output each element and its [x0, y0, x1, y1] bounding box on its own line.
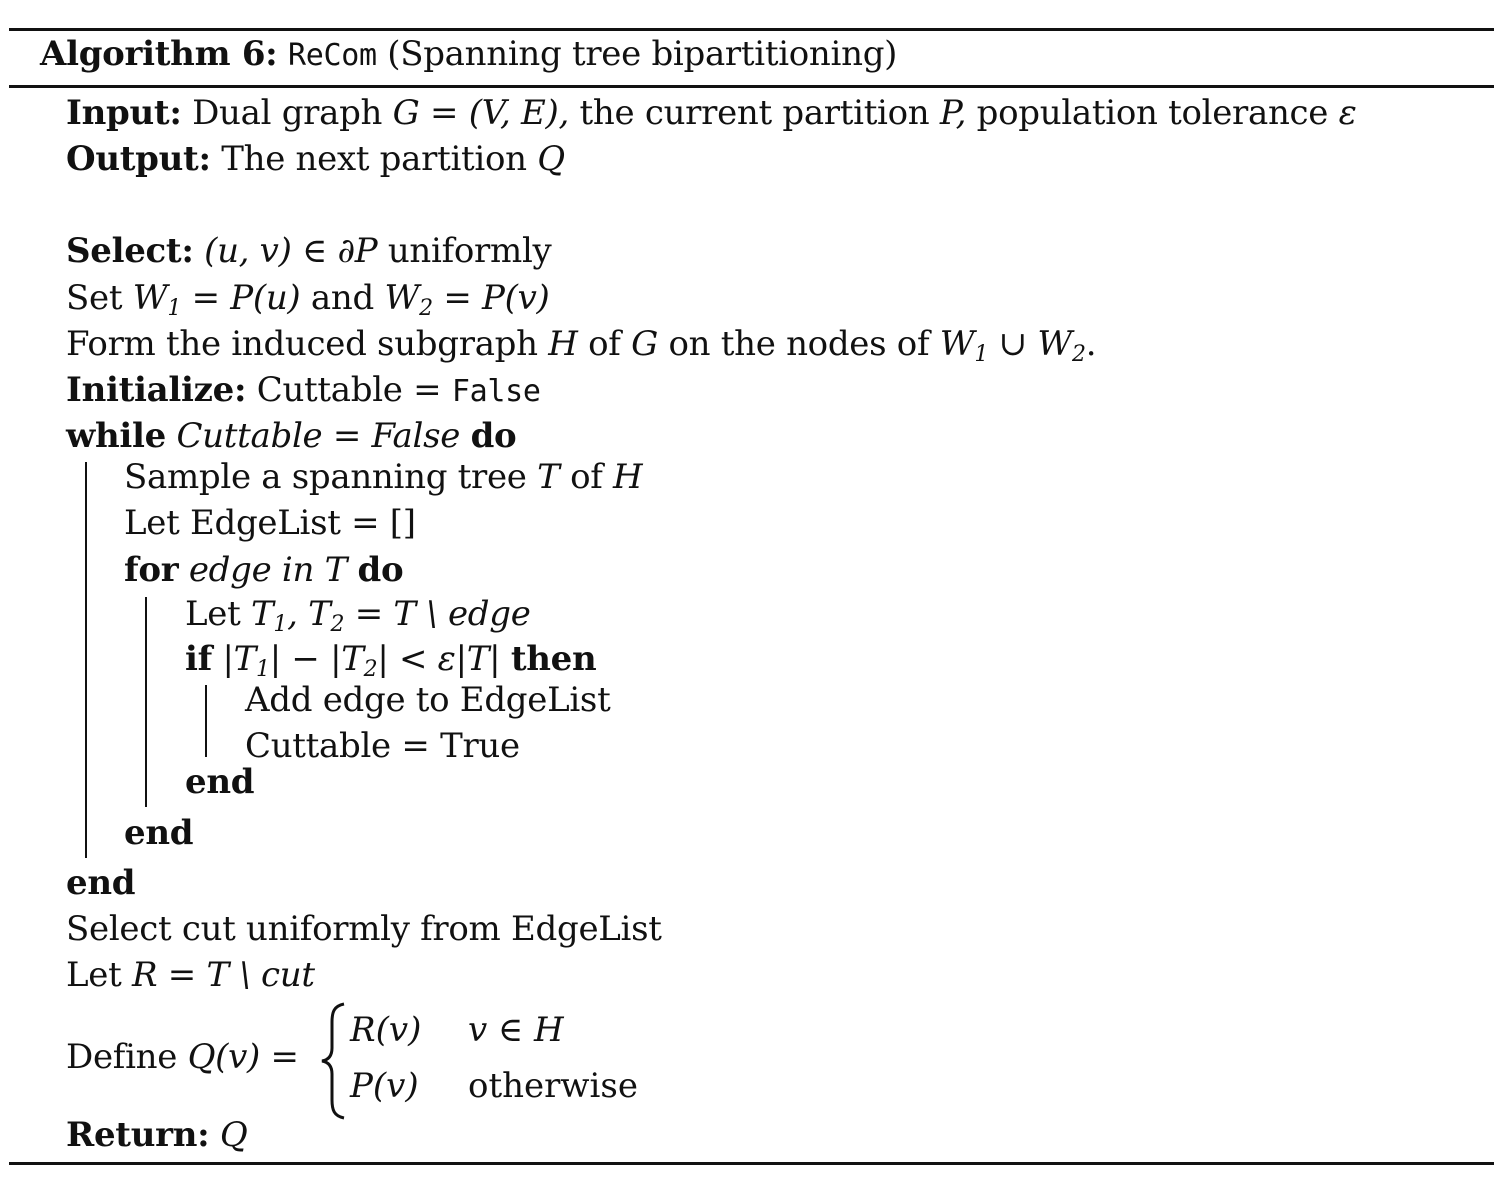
- let-edge: edge: [447, 594, 531, 634]
- top-rule: [9, 28, 1494, 31]
- set-eq-1: = P(u): [191, 278, 301, 318]
- let-r-text: Let: [66, 955, 122, 995]
- form-cup: ∪: [998, 324, 1027, 364]
- end-while: end: [66, 863, 136, 903]
- input-math-3: ε: [1338, 93, 1357, 133]
- case-1-value: R(v): [350, 1010, 422, 1050]
- algorithm-number: Algorithm 6:: [40, 34, 278, 74]
- define-line: [66, 1037, 299, 1077]
- select-line: [66, 231, 551, 271]
- let-t2: T: [308, 594, 331, 634]
- for-condition: edge in T: [188, 550, 347, 590]
- let-t-line: [185, 594, 531, 637]
- initialize-value: False: [451, 374, 541, 409]
- return-line: [66, 1115, 248, 1155]
- sample-t: T: [537, 457, 560, 497]
- if-line: [185, 639, 597, 682]
- form-h: H: [548, 324, 578, 364]
- bottom-rule: [9, 1162, 1494, 1165]
- set-w1-sub: 1: [167, 296, 182, 321]
- if-t1: |T: [222, 639, 257, 679]
- set-w2-sub: 2: [419, 296, 433, 321]
- let-comma: ,: [287, 594, 298, 634]
- form-period: .: [1085, 324, 1097, 364]
- sample-text: Sample a spanning tree: [124, 457, 527, 497]
- form-line: [66, 324, 1097, 367]
- header-rule: [9, 85, 1494, 88]
- for-keyword: for: [124, 550, 179, 590]
- sample-h: H: [613, 457, 643, 497]
- add-edge-line: Add edge to EdgeList: [245, 680, 611, 720]
- return-label: Return:: [66, 1115, 210, 1155]
- case-1-condition: v ∈ H: [468, 1010, 564, 1050]
- while-condition: Cuttable = False: [176, 416, 461, 456]
- cuttable-true-line: Cuttable = True: [245, 726, 520, 766]
- form-g: G: [631, 324, 658, 364]
- define-text: Define: [66, 1037, 178, 1077]
- while-keyword: while: [66, 416, 166, 456]
- input-label: Input:: [66, 93, 182, 133]
- form-w1: W: [939, 324, 975, 364]
- let-r-line: [66, 955, 315, 995]
- let-t2-sub: 2: [330, 612, 345, 637]
- output-text: The next partition: [221, 139, 527, 179]
- let-t-text: Let: [185, 594, 241, 634]
- form-text-2: on the nodes of: [668, 324, 930, 364]
- case-2-value: P(v): [350, 1066, 419, 1106]
- define-math: Q(v) =: [187, 1037, 299, 1077]
- if-t1-sub: 1: [256, 657, 270, 682]
- initialize-label: Initialize:: [66, 370, 247, 410]
- sample-line: [124, 457, 642, 497]
- input-text-3: population tolerance: [976, 93, 1329, 133]
- initialize-text: Cuttable =: [256, 370, 442, 410]
- while-block-bar: [85, 462, 87, 858]
- for-line: [124, 550, 403, 590]
- sample-of: of: [570, 457, 603, 497]
- let-eq: = T \: [354, 594, 438, 634]
- select-math: (u, v) ∈ ∂P: [204, 231, 378, 271]
- form-w1-sub: 1: [974, 342, 989, 367]
- form-text-1: Form the induced subgraph: [66, 324, 538, 364]
- input-math-1: G = (V, E),: [392, 93, 570, 133]
- input-line: [66, 93, 1357, 133]
- select-label: Select:: [66, 231, 194, 271]
- end-if: end: [185, 762, 255, 802]
- left-brace-icon: [318, 1002, 348, 1120]
- let-r-math: R = T \: [131, 955, 251, 995]
- algorithm-title: [40, 34, 897, 74]
- set-w1: W: [132, 278, 168, 318]
- set-line: [66, 278, 550, 321]
- while-do: do: [470, 416, 517, 456]
- input-text-1: Dual graph: [192, 93, 383, 133]
- let-r-cut: cut: [261, 955, 315, 995]
- if-minus: | − |T: [269, 639, 364, 679]
- if-rest: | < ε|T|: [377, 639, 501, 679]
- if-block-bar: [205, 685, 207, 757]
- if-then: then: [510, 639, 597, 679]
- case-2-condition: otherwise: [468, 1066, 638, 1106]
- edgelist-init-line: Let EdgeList = []: [124, 503, 416, 543]
- let-t1: T: [250, 594, 274, 634]
- if-t2-sub: 2: [363, 657, 378, 682]
- output-math: Q: [537, 139, 565, 179]
- output-label: Output:: [66, 139, 211, 179]
- while-line: [66, 416, 516, 456]
- select-text: uniformly: [387, 231, 552, 271]
- set-w2: W: [384, 278, 420, 318]
- algorithm-description: (Spanning tree bipartitioning): [387, 34, 898, 74]
- form-of: of: [588, 324, 621, 364]
- if-keyword: if: [185, 639, 212, 679]
- set-eq-2: = P(v): [443, 278, 550, 318]
- form-w2-sub: 2: [1072, 342, 1086, 367]
- set-text: Set: [66, 278, 123, 318]
- input-math-2: P,: [939, 93, 967, 133]
- set-and: and: [310, 278, 374, 318]
- cases-block: [318, 1002, 648, 1120]
- return-math: Q: [219, 1115, 248, 1155]
- initialize-line: [66, 370, 541, 412]
- output-line: [66, 139, 565, 179]
- for-do: do: [357, 550, 404, 590]
- input-text-2: the current partition: [579, 93, 930, 133]
- for-block-bar: [145, 597, 147, 807]
- end-for: end: [124, 813, 194, 853]
- let-t1-sub: 1: [273, 612, 288, 637]
- algorithm-name: ReCom: [287, 38, 377, 73]
- form-w2: W: [1037, 324, 1072, 364]
- select-cut-line: Select cut uniformly from EdgeList: [66, 909, 662, 949]
